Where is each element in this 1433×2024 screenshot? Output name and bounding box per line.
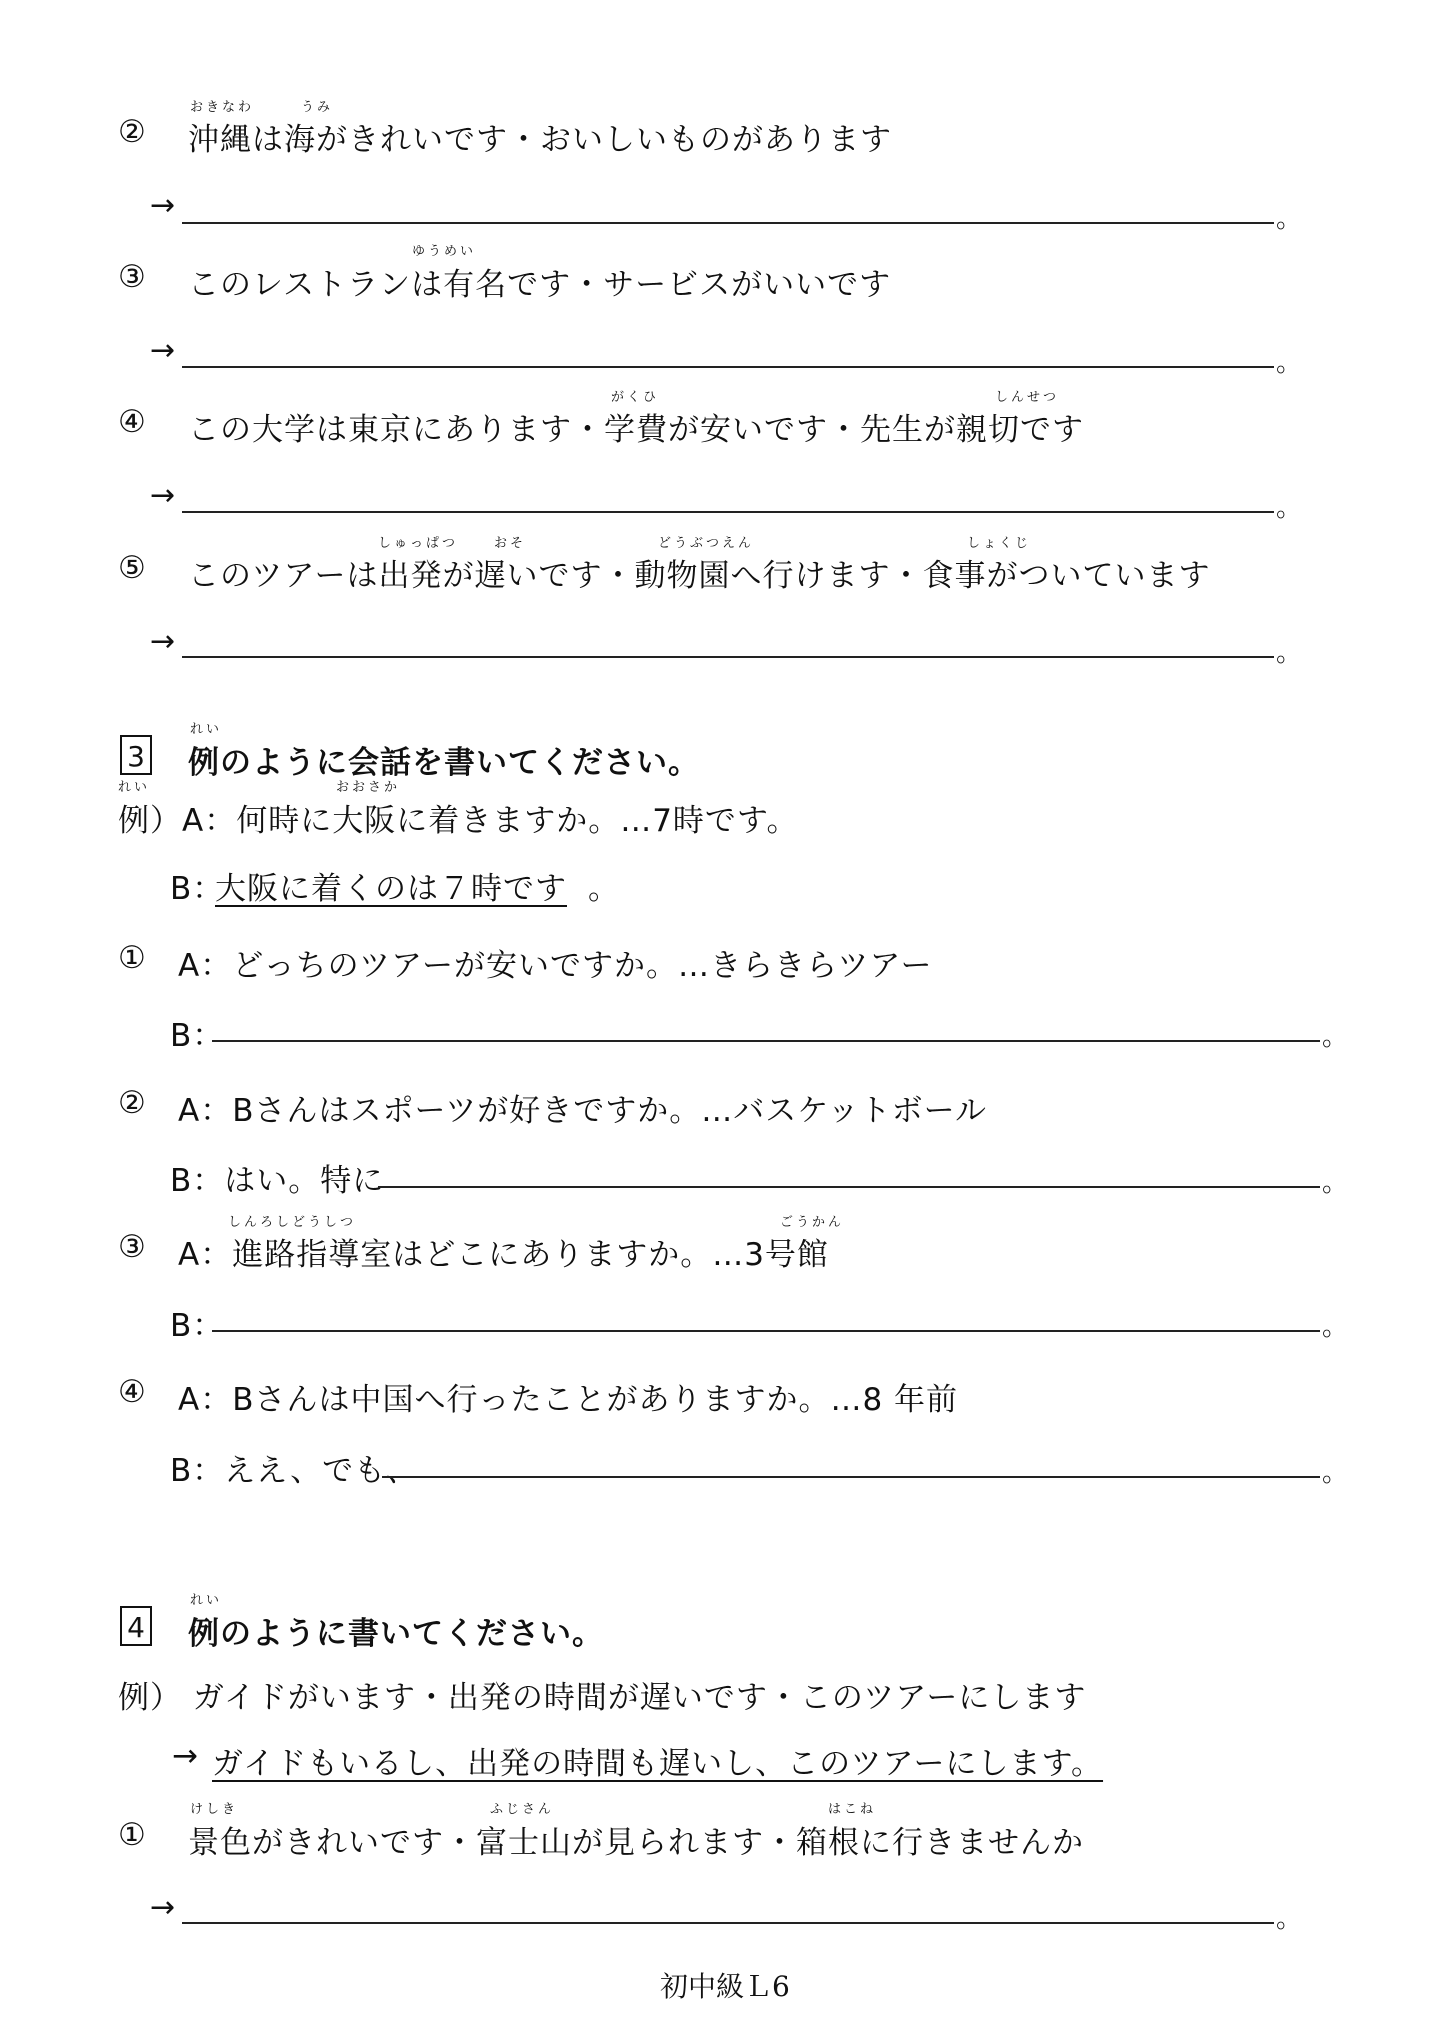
- item-number: ⑤: [118, 550, 147, 586]
- answer-line[interactable]: [182, 1922, 1274, 1924]
- dialogue-b-prefix: B：はい。特に: [170, 1163, 385, 1199]
- section-number: 3: [120, 735, 152, 775]
- furigana: けしき: [190, 1802, 239, 1817]
- dialogue-b-prefix: B：: [170, 1018, 225, 1054]
- section-heading: 例のように書いてください。: [188, 1616, 604, 1652]
- furigana: しんせつ: [995, 390, 1060, 405]
- period: 。: [1276, 493, 1303, 523]
- prompt-text: この大学は東京にあります・学費が安いです・先生が親切です: [188, 412, 1084, 448]
- furigana: れい: [190, 722, 223, 737]
- answer-line[interactable]: [182, 366, 1274, 368]
- answer-line[interactable]: [182, 656, 1274, 658]
- arrow-icon: →: [150, 1890, 176, 1925]
- answer-line[interactable]: [382, 1476, 1320, 1478]
- furigana: しょくじ: [967, 536, 1032, 551]
- furigana: れい: [190, 1593, 223, 1608]
- period: 。: [588, 871, 620, 907]
- furigana: しんろしどうしつ: [228, 1215, 357, 1230]
- period: 。: [1322, 1022, 1349, 1052]
- dialogue-a: A：進路指導室はどこにありますか。…3号館: [178, 1237, 829, 1273]
- answer-line[interactable]: [182, 511, 1274, 513]
- item-number: ②: [118, 114, 147, 150]
- dialogue-b-prefix: B：: [170, 1308, 225, 1344]
- prompt-text: このツアーは出発が遅いです・動物園へ行けます・食事がついています: [188, 558, 1211, 594]
- arrow-icon: →: [150, 624, 176, 659]
- furigana: しゅっぱつ: [378, 536, 459, 551]
- furigana: おそ: [494, 536, 527, 551]
- item-number: ④: [118, 1374, 147, 1410]
- arrow-icon: →: [150, 188, 176, 223]
- item-number: ②: [118, 1085, 147, 1121]
- period: 。: [1322, 1168, 1349, 1198]
- furigana: おおさか: [336, 780, 401, 795]
- example-question: 例）A：何時に大阪に着きますか。…7時です。: [118, 803, 799, 839]
- dialogue-b-prefix: B：ええ、でも、: [170, 1453, 419, 1489]
- example-b-prefix: B：: [170, 871, 225, 907]
- furigana: れい: [118, 780, 151, 795]
- arrow-icon: →: [150, 333, 176, 368]
- answer-line[interactable]: [182, 222, 1274, 224]
- answer-line[interactable]: [212, 1040, 1320, 1042]
- furigana: ふじさん: [490, 1802, 555, 1817]
- furigana: はこね: [828, 1802, 877, 1817]
- example-question: 例） ガイドがいます・出発の時間が遅いです・このツアーにします: [118, 1680, 1087, 1716]
- furigana: ゆうめい: [412, 244, 477, 259]
- period: 。: [1276, 348, 1303, 378]
- example-answer: ガイドもいるし、出発の時間も遅いし、このツアーにします。: [212, 1746, 1104, 1782]
- furigana: がくひ: [611, 390, 660, 405]
- period: 。: [1276, 1904, 1303, 1934]
- section-heading: 例のように会話を書いてください。: [188, 745, 700, 781]
- answer-line[interactable]: [378, 1186, 1320, 1188]
- item-number: ③: [118, 259, 147, 295]
- dialogue-a: A：Bさんは中国へ行ったことがありますか。…8 年前: [178, 1382, 959, 1418]
- prompt-text: 景色がきれいです・富士山が見られます・箱根に行きませんか: [188, 1825, 1084, 1861]
- item-number: ③: [118, 1229, 147, 1265]
- item-number: ④: [118, 404, 147, 440]
- period: 。: [1322, 1458, 1349, 1488]
- dialogue-a: A：Bさんはスポーツが好きですか。…バスケットボール: [178, 1093, 988, 1129]
- arrow-icon: →: [172, 1738, 199, 1774]
- page-footer: 初中級Ｌ6: [660, 1970, 790, 2003]
- answer-line[interactable]: [212, 1330, 1320, 1332]
- prompt-text: 沖縄は海がきれいです・おいしいものがあります: [188, 122, 892, 158]
- furigana: どうぶつえん: [658, 536, 755, 551]
- section-number: 4: [120, 1606, 152, 1646]
- item-number: ①: [118, 1817, 147, 1853]
- prompt-text: このレストランは有名です・サービスがいいです: [188, 267, 892, 303]
- item-number: ①: [118, 940, 147, 976]
- period: 。: [1276, 638, 1303, 668]
- example-answer: 大阪に着くのは７時です: [215, 871, 567, 907]
- furigana: おきなわ: [190, 100, 255, 115]
- furigana: うみ: [301, 100, 334, 115]
- arrow-icon: →: [150, 478, 176, 513]
- dialogue-a: A：どっちのツアーが安いですか。…きらきらツアー: [178, 948, 933, 984]
- period: 。: [1322, 1312, 1349, 1342]
- furigana: ごうかん: [780, 1215, 845, 1230]
- period: 。: [1276, 204, 1303, 234]
